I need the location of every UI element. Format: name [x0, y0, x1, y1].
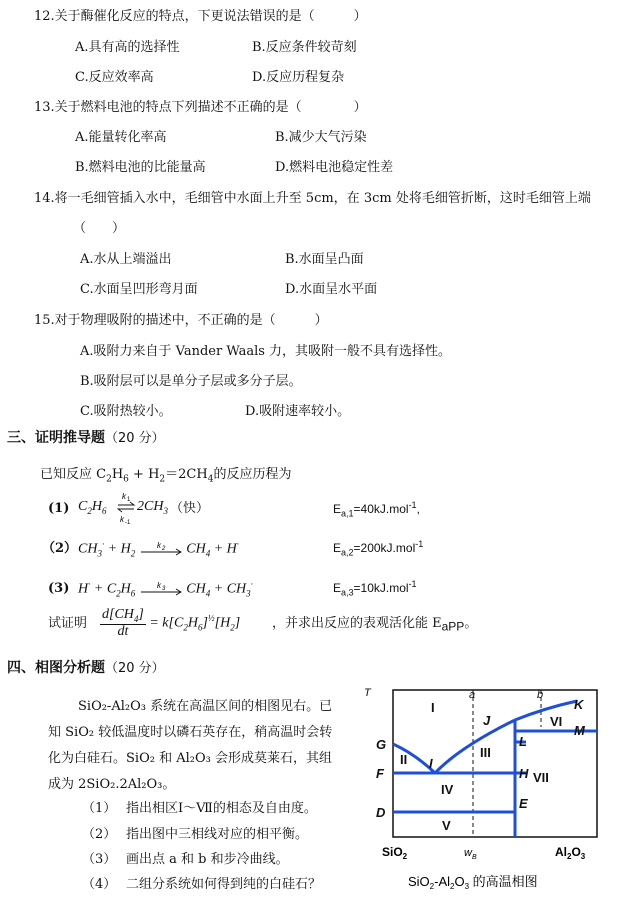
step1-kf-label: k	[122, 492, 126, 501]
step2-k-label: k	[156, 541, 161, 551]
step3-label: (3)	[48, 581, 70, 596]
step2-k-sub: 2	[161, 546, 166, 553]
q13-option-b: B.减少大气污染	[275, 130, 367, 145]
q12-option-a: A.具有高的选择性	[75, 40, 180, 55]
section4-heading	[7, 661, 165, 675]
q14-option-b: B.水面呈凸面	[285, 252, 364, 267]
phase-diagram	[360, 682, 619, 897]
q12-option-d: D.反应历程复杂	[252, 70, 345, 85]
step3-equation: $H^\cdot + C_2H_6$ k 3 $CH_4 + CH_3^\cdot$	[78, 579, 253, 599]
step1-note: （快）	[170, 501, 210, 516]
q15-option-a: A.吸附力来自于 Vander Waals 力，其吸附一般不具有选择性。	[80, 344, 452, 359]
sec4-paragraph-line3: 化为白硅石。SiO₂ 和 Al₂O₃ 会形成莫莱石，其组	[48, 751, 332, 766]
region-IV: IV	[441, 782, 454, 797]
region-V: V	[442, 818, 451, 833]
ea3: $E_{a,3}=10kJ.mol^{-1}$	[333, 579, 417, 598]
label-b: b	[537, 689, 544, 701]
q12-option-b: B.反应条件较苛刻	[252, 40, 357, 55]
point-H: H	[519, 766, 529, 781]
region-III: III	[480, 745, 491, 760]
point-K: K	[574, 697, 584, 712]
point-J: J	[483, 713, 491, 728]
region-II: II	[400, 752, 408, 767]
axis-T-label: T	[364, 687, 371, 699]
sec4-item-2-num: （2）	[82, 827, 117, 842]
rate-law-equation: $\frac{d[CH_4]}{dt}$ = $k[C_2H_6]^{\frac{1}{2}}[H_2]$	[102, 607, 241, 639]
step1-kb-label: k	[120, 515, 124, 524]
step3-k-sub: 3	[161, 586, 166, 593]
point-D: D	[376, 805, 386, 820]
section3-heading	[7, 431, 165, 445]
section3-title: 三、证明推导题	[7, 430, 105, 446]
step1-kf-sub: 1	[127, 497, 131, 503]
step3-arrow	[139, 581, 183, 597]
point-M: M	[574, 723, 585, 738]
sec4-item-4-text: 二组分系统如何得到纯的白硅石？	[126, 877, 322, 892]
sec4-item-3-text: 画出点 a 和 b 和步冷曲线。	[126, 852, 289, 867]
x-axis-right: $Al_2O_3$	[555, 845, 586, 861]
q13-option-c: B.燃料电池的比能量高	[75, 160, 206, 175]
step1-kb-sub: -1	[125, 520, 131, 526]
region-I: I	[431, 700, 435, 715]
q13-option-a: A.能量转化率高	[75, 130, 167, 145]
section4-score: （20 分）	[105, 661, 165, 676]
q14-blank: （ ）	[73, 221, 126, 236]
prove-prefix: 试证明	[48, 616, 88, 631]
label-a: a	[469, 689, 476, 701]
sec4-item-1-num: （1）	[82, 801, 117, 816]
q15-option-c: C.吸附热较小。	[80, 404, 172, 419]
point-I: I	[429, 756, 433, 771]
step1-equation: $C_2H_6$	[78, 499, 107, 516]
prove-suffix: ，并求出反应的表观活化能 $E_{aPP}$。	[272, 616, 478, 634]
sec4-paragraph-line4: 成为 2SiO₂.2Al₂O₃。	[48, 777, 176, 792]
sec4-item-3-num: （3）	[82, 852, 117, 867]
ea1: $E_{a,1}=40kJ.mol^{-1}$,	[333, 500, 420, 519]
q12-option-c: C.反应效率高	[75, 70, 154, 85]
q14-option-c: C.水面呈凹形弯月面	[80, 282, 198, 297]
sec4-item-4-num: （4）	[82, 877, 117, 892]
step2-equation: $CH_3^\cdot + H_2$ k 2 $CH_4 + H^\cdot$	[78, 539, 240, 559]
step2-arrow	[139, 541, 183, 557]
diagram-caption: $SiO_2-Al_2O_3$ 的高温相图	[408, 874, 538, 891]
section4-title: 四、相图分析题	[7, 660, 105, 676]
liquidus-middle	[435, 720, 515, 773]
region-VI: VI	[550, 714, 563, 729]
q14-stem: 14.将一毛细管插入水中，毛细管中水面上升至 5cm，在 3cm 处将毛细管折断，这时毛细管上端	[34, 191, 591, 206]
point-E: E	[519, 796, 528, 811]
reaction-intro: 已知反应 $C_2H_6 + H_2=2CH_4$的反应历程为	[40, 467, 292, 485]
point-L: L	[519, 734, 527, 749]
sec4-item-1-text: 指出相区Ⅰ～Ⅶ的相态及自由度。	[126, 801, 317, 816]
q15-option-b: B.吸附层可以是单分子层或多分子层。	[80, 374, 302, 389]
step1-equilibrium-arrow	[117, 490, 137, 526]
ea2: $E_{a,2}=200kJ.mol^{-1}$	[333, 539, 424, 558]
liquidus-right	[515, 701, 577, 720]
region-VII: VII	[533, 770, 549, 785]
sec4-item-2-text: 指出图中三相线对应的相平衡。	[126, 827, 309, 842]
step1-products: $2CH_3$	[137, 499, 168, 516]
point-F: F	[376, 766, 384, 781]
step2-label: （2）	[42, 541, 78, 556]
x-axis-left: SiO$_2$	[382, 845, 408, 861]
point-G: G	[376, 737, 387, 752]
q13-option-d: D.燃料电池稳定性差	[275, 160, 394, 175]
q13-stem: 13.关于燃料电池的特点下列描述不正确的是（ ）	[34, 100, 367, 115]
q15-option-d: D.吸附速率较小。	[245, 404, 351, 419]
q14-option-d: D.水面呈水平面	[285, 282, 378, 297]
sec4-paragraph-line1: SiO₂-Al₂O₃ 系统在高温区间的相图见右。已	[78, 699, 333, 714]
step3-k-label: k	[156, 581, 161, 591]
section3-score: （20 分）	[105, 431, 165, 446]
step1-label: (1)	[48, 501, 70, 516]
q14-option-a: A.水从上端溢出	[80, 252, 172, 267]
x-axis-mid: $w_B$	[464, 847, 477, 861]
q15-stem: 15.对于物理吸附的描述中，不正确的是（ ）	[34, 313, 328, 328]
sec4-paragraph-line2: 知 SiO₂ 较低温度时以磷石英存在，稍高温时会转	[48, 725, 333, 740]
q12-stem: 12.关于酶催化反应的特点，下更说法错误的是（ ）	[34, 9, 367, 24]
